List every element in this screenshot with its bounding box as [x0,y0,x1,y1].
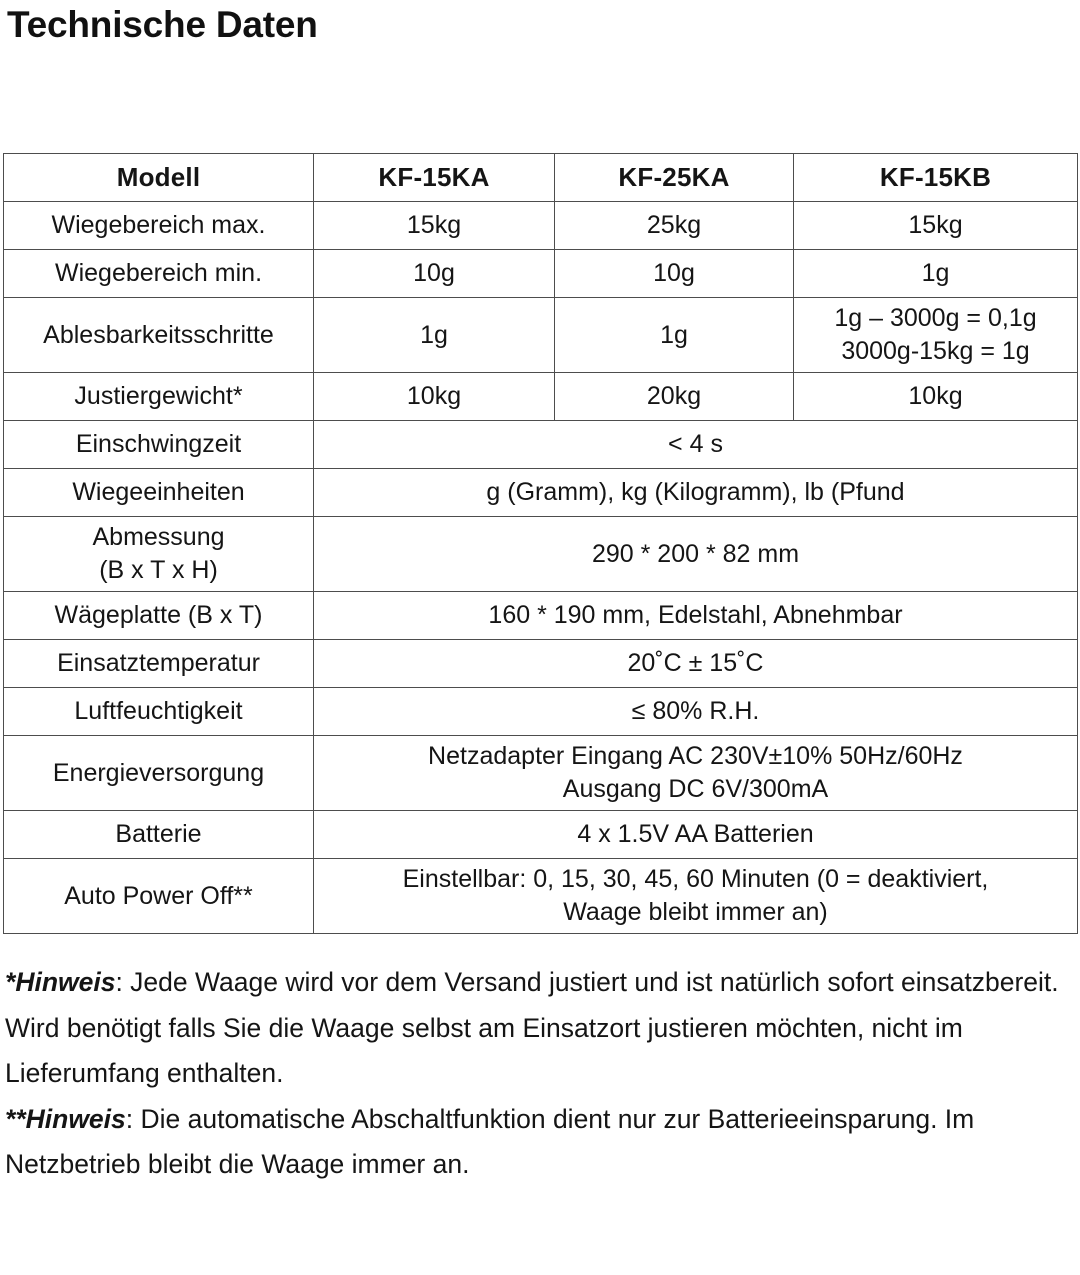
page-title: Technische Daten [7,4,318,45]
row-value-merged: g (Gramm), kg (Kilogramm), lb (Pfund [314,469,1078,517]
row-label: Ablesbarkeitsschritte [4,298,314,373]
row-label: Wiegebereich min. [4,250,314,298]
column-header-modell: Modell [4,154,314,202]
footnote-key: *Hinweis [5,967,116,997]
footnote-single-asterisk [5,960,1077,1097]
row-value-merged: < 4 s [314,421,1078,469]
column-header-kf-15ka: KF-15KA [314,154,555,202]
footnote-key: **Hinweis [5,1103,126,1134]
table-row [4,592,1078,640]
row-value-merged: ≤ 80% R.H. [314,688,1078,736]
table-row [4,640,1078,688]
row-label-multiline [4,517,314,592]
row-value-line2: Ausgang DC 6V/300mA [562,775,829,803]
row-label: Wiegeeinheiten [4,469,314,517]
row-value-line2: Waage bleibt immer an) [563,898,828,926]
row-value: 15kg [794,202,1078,250]
row-value-merged: 20˚C ± 15˚C [314,640,1078,688]
row-value-line1: 1g – 3000g = 0,1g [834,304,1037,332]
table-row [4,469,1078,517]
table-row [4,859,1078,934]
row-label-line2: (B x T x H) [99,556,218,584]
row-value-multiline [794,298,1078,373]
row-label: Einschwingzeit [4,421,314,469]
row-value: 1g [555,298,794,373]
row-value-merged-multiline [314,859,1078,934]
row-value: 10kg [794,373,1078,421]
row-value-merged: 290 * 200 * 82 mm [314,517,1078,592]
row-label: Luftfeuchtigkeit [4,688,314,736]
row-label: Batterie [4,811,314,859]
footnote-text: : Jede Waage wird vor dem Versand justiert und ist natürlich sofort einsatzbereit. Wird benötigt falls Sie die Waage selbst am Einsatzort justieren möchten, nicht im Lieferumfang enthalten. [5,967,1059,1089]
table-row [4,298,1078,373]
row-value: 20kg [555,373,794,421]
row-label: Energieversorgung [4,736,314,811]
row-value: 1g [794,250,1078,298]
column-header-kf-15kb: KF-15KB [794,154,1078,202]
table-row [4,373,1078,421]
footnote-text: : Die automatische Abschaltfunktion dient nur zur Batterieeinsparung. Im Netzbetrieb bleibt die Waage immer an. [5,1103,975,1180]
row-value-line2: 3000g-15kg = 1g [841,337,1030,365]
row-label-line1: Abmessung [92,523,225,551]
row-value: 10g [314,250,555,298]
row-value-merged: 160 * 190 mm, Edelstahl, Abnehmbar [314,592,1078,640]
table-row [4,688,1078,736]
table-header-row [4,154,1078,202]
column-header-kf-25ka: KF-25KA [555,154,794,202]
row-value-merged-multiline [314,736,1078,811]
row-value-merged: 4 x 1.5V AA Batterien [314,811,1078,859]
row-label: Wägeplatte (B x T) [4,592,314,640]
technical-specifications-table [3,153,1078,934]
table-row [4,517,1078,592]
footnote-double-asterisk [5,1097,1077,1188]
table-row [4,250,1078,298]
footnotes [5,960,1077,1188]
table-row [4,202,1078,250]
table-row [4,736,1078,811]
row-value: 10kg [314,373,555,421]
row-label: Wiegebereich max. [4,202,314,250]
table-row [4,421,1078,469]
row-label: Einsatztemperatur [4,640,314,688]
row-value-line1: Einstellbar: 0, 15, 30, 45, 60 Minuten (0 = deaktiviert, [402,865,989,893]
table-row [4,811,1078,859]
row-value-line1: Netzadapter Eingang AC 230V±10% 50Hz/60Hz [428,742,963,770]
row-value: 25kg [555,202,794,250]
row-value: 10g [555,250,794,298]
row-value: 1g [314,298,555,373]
row-label: Justiergewicht* [4,373,314,421]
row-value: 15kg [314,202,555,250]
row-label: Auto Power Off** [4,859,314,934]
